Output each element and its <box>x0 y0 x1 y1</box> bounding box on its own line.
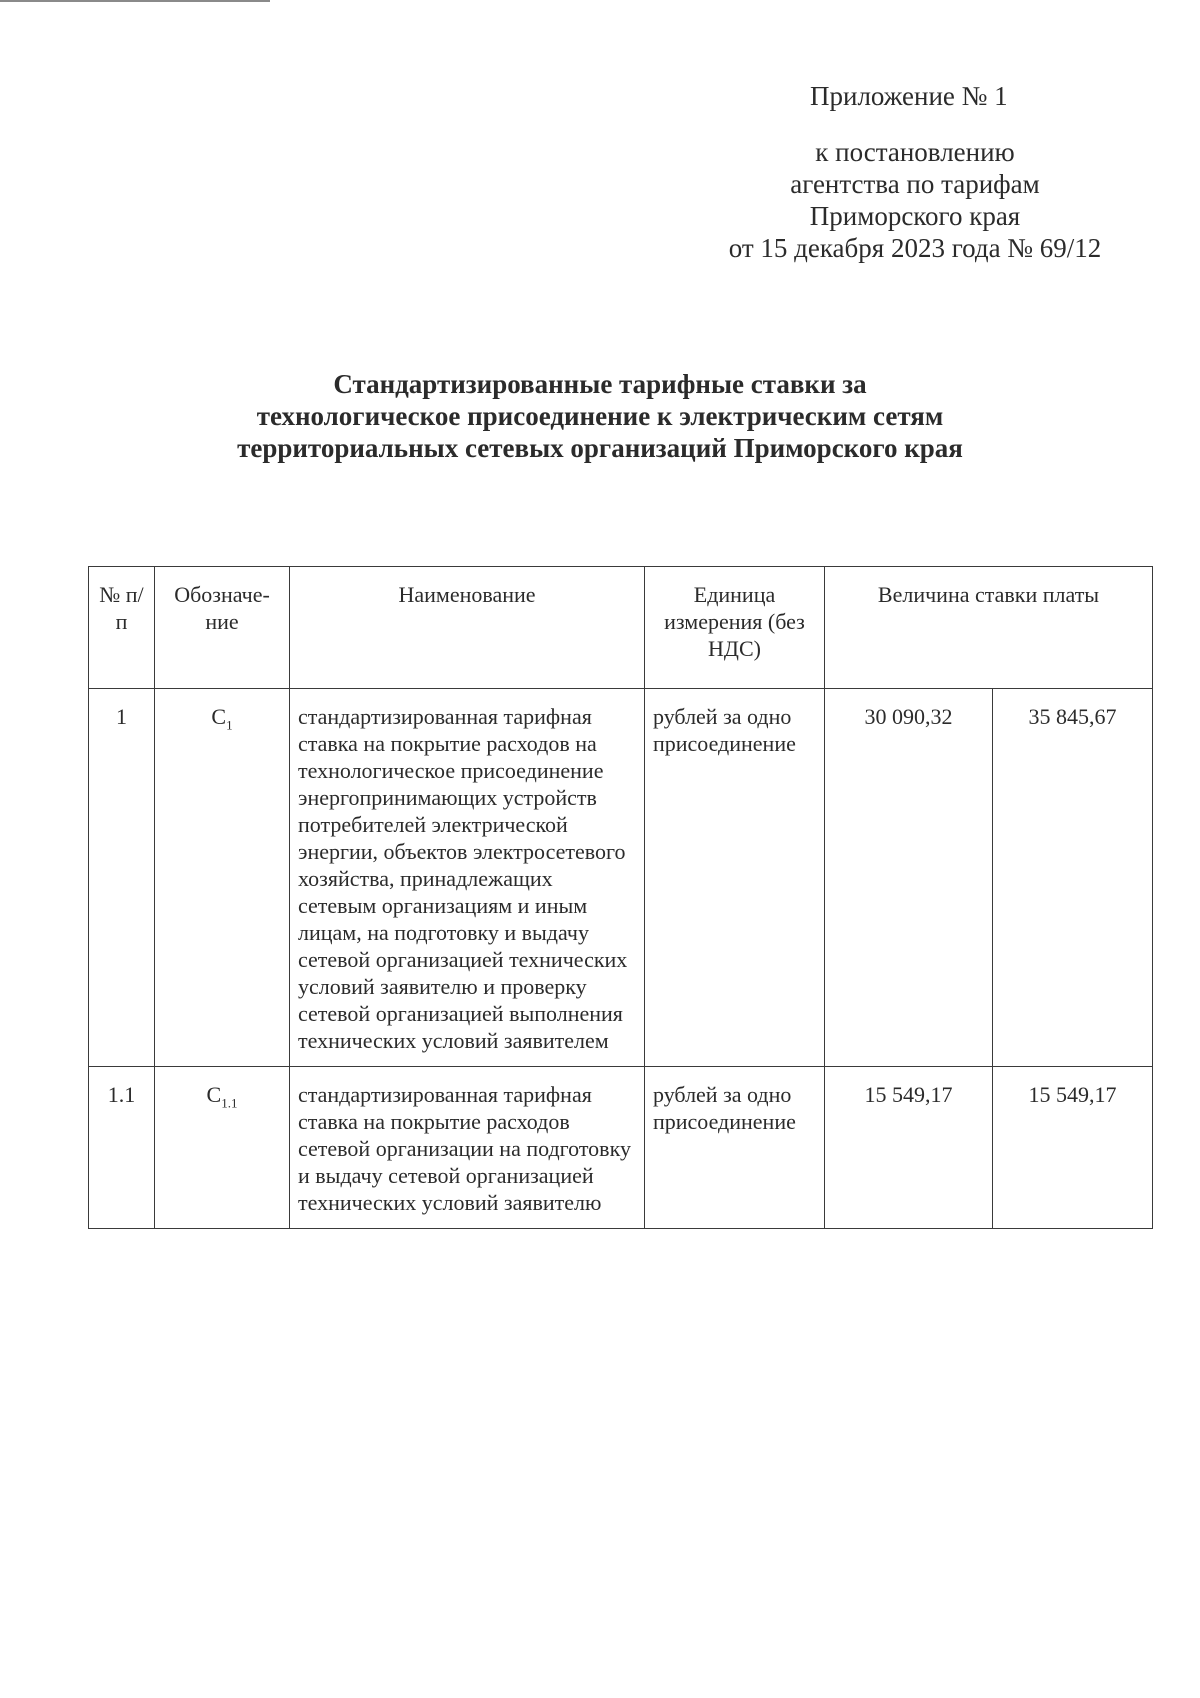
document-title <box>80 368 1120 464</box>
appendix-block <box>700 80 1130 264</box>
cell-name: стандартизированная тарифная ставка на покрытие расходов сетевой организации на подготовку и выдачу сетевой организацией технических условий заявителю <box>290 1067 645 1229</box>
designation-subscript: 1.1 <box>221 1095 238 1111</box>
table-header-row <box>89 567 1153 689</box>
header-name: Наименование <box>290 567 645 689</box>
cell-unit: рублей за одно присоединение <box>645 689 825 1067</box>
designation-base: С <box>206 1082 222 1107</box>
table-row <box>89 1067 1153 1229</box>
cell-value-1: 30 090,32 <box>825 689 993 1067</box>
designation-base: С <box>211 704 227 729</box>
cell-unit: рублей за одно присоединение <box>645 1067 825 1229</box>
cell-designation <box>155 1067 290 1229</box>
cell-designation <box>155 689 290 1067</box>
cell-value-2: 35 845,67 <box>993 689 1153 1067</box>
document-title-line: территориальных сетевых организаций Приморского края <box>237 433 963 463</box>
cell-value-1: 15 549,17 <box>825 1067 993 1229</box>
appendix-line: Приморского края <box>809 201 1021 231</box>
cell-name: стандартизированная тарифная ставка на покрытие расходов на технологическое присоединение энергопринимающих устройств потребителей электрической энергии, объектов электросетевого хозяйства, принадлежащих сетевым организациям и иным лицам, на подготовку и выдачу сетевой организацией технических условий заявителю и проверку сетевой организацией выполнения технических условий заявителем <box>290 689 645 1067</box>
rates-table <box>88 566 1153 1229</box>
header-rate: Величина ставки платы <box>825 567 1153 689</box>
header-designation: Обозначе-ние <box>155 567 290 689</box>
scan-edge-rule <box>0 0 270 2</box>
cell-value-2: 15 549,17 <box>993 1067 1153 1229</box>
appendix-line: к постановлению <box>815 137 1015 167</box>
appendix-line: агентства по тарифам <box>790 169 1040 199</box>
appendix-title: Приложение № 1 <box>810 81 1008 111</box>
designation-subscript: 1 <box>226 717 233 733</box>
header-unit: Единица измерения (без НДС) <box>645 567 825 689</box>
header-num: № п/п <box>89 567 155 689</box>
appendix-line: от 15 декабря 2023 года № 69/12 <box>728 233 1102 263</box>
document-title-line: Стандартизированные тарифные ставки за <box>333 369 867 399</box>
cell-num: 1 <box>89 689 155 1067</box>
document-title-line: технологическое присоединение к электрическим сетям <box>256 401 944 431</box>
table-row <box>89 689 1153 1067</box>
cell-num: 1.1 <box>89 1067 155 1229</box>
